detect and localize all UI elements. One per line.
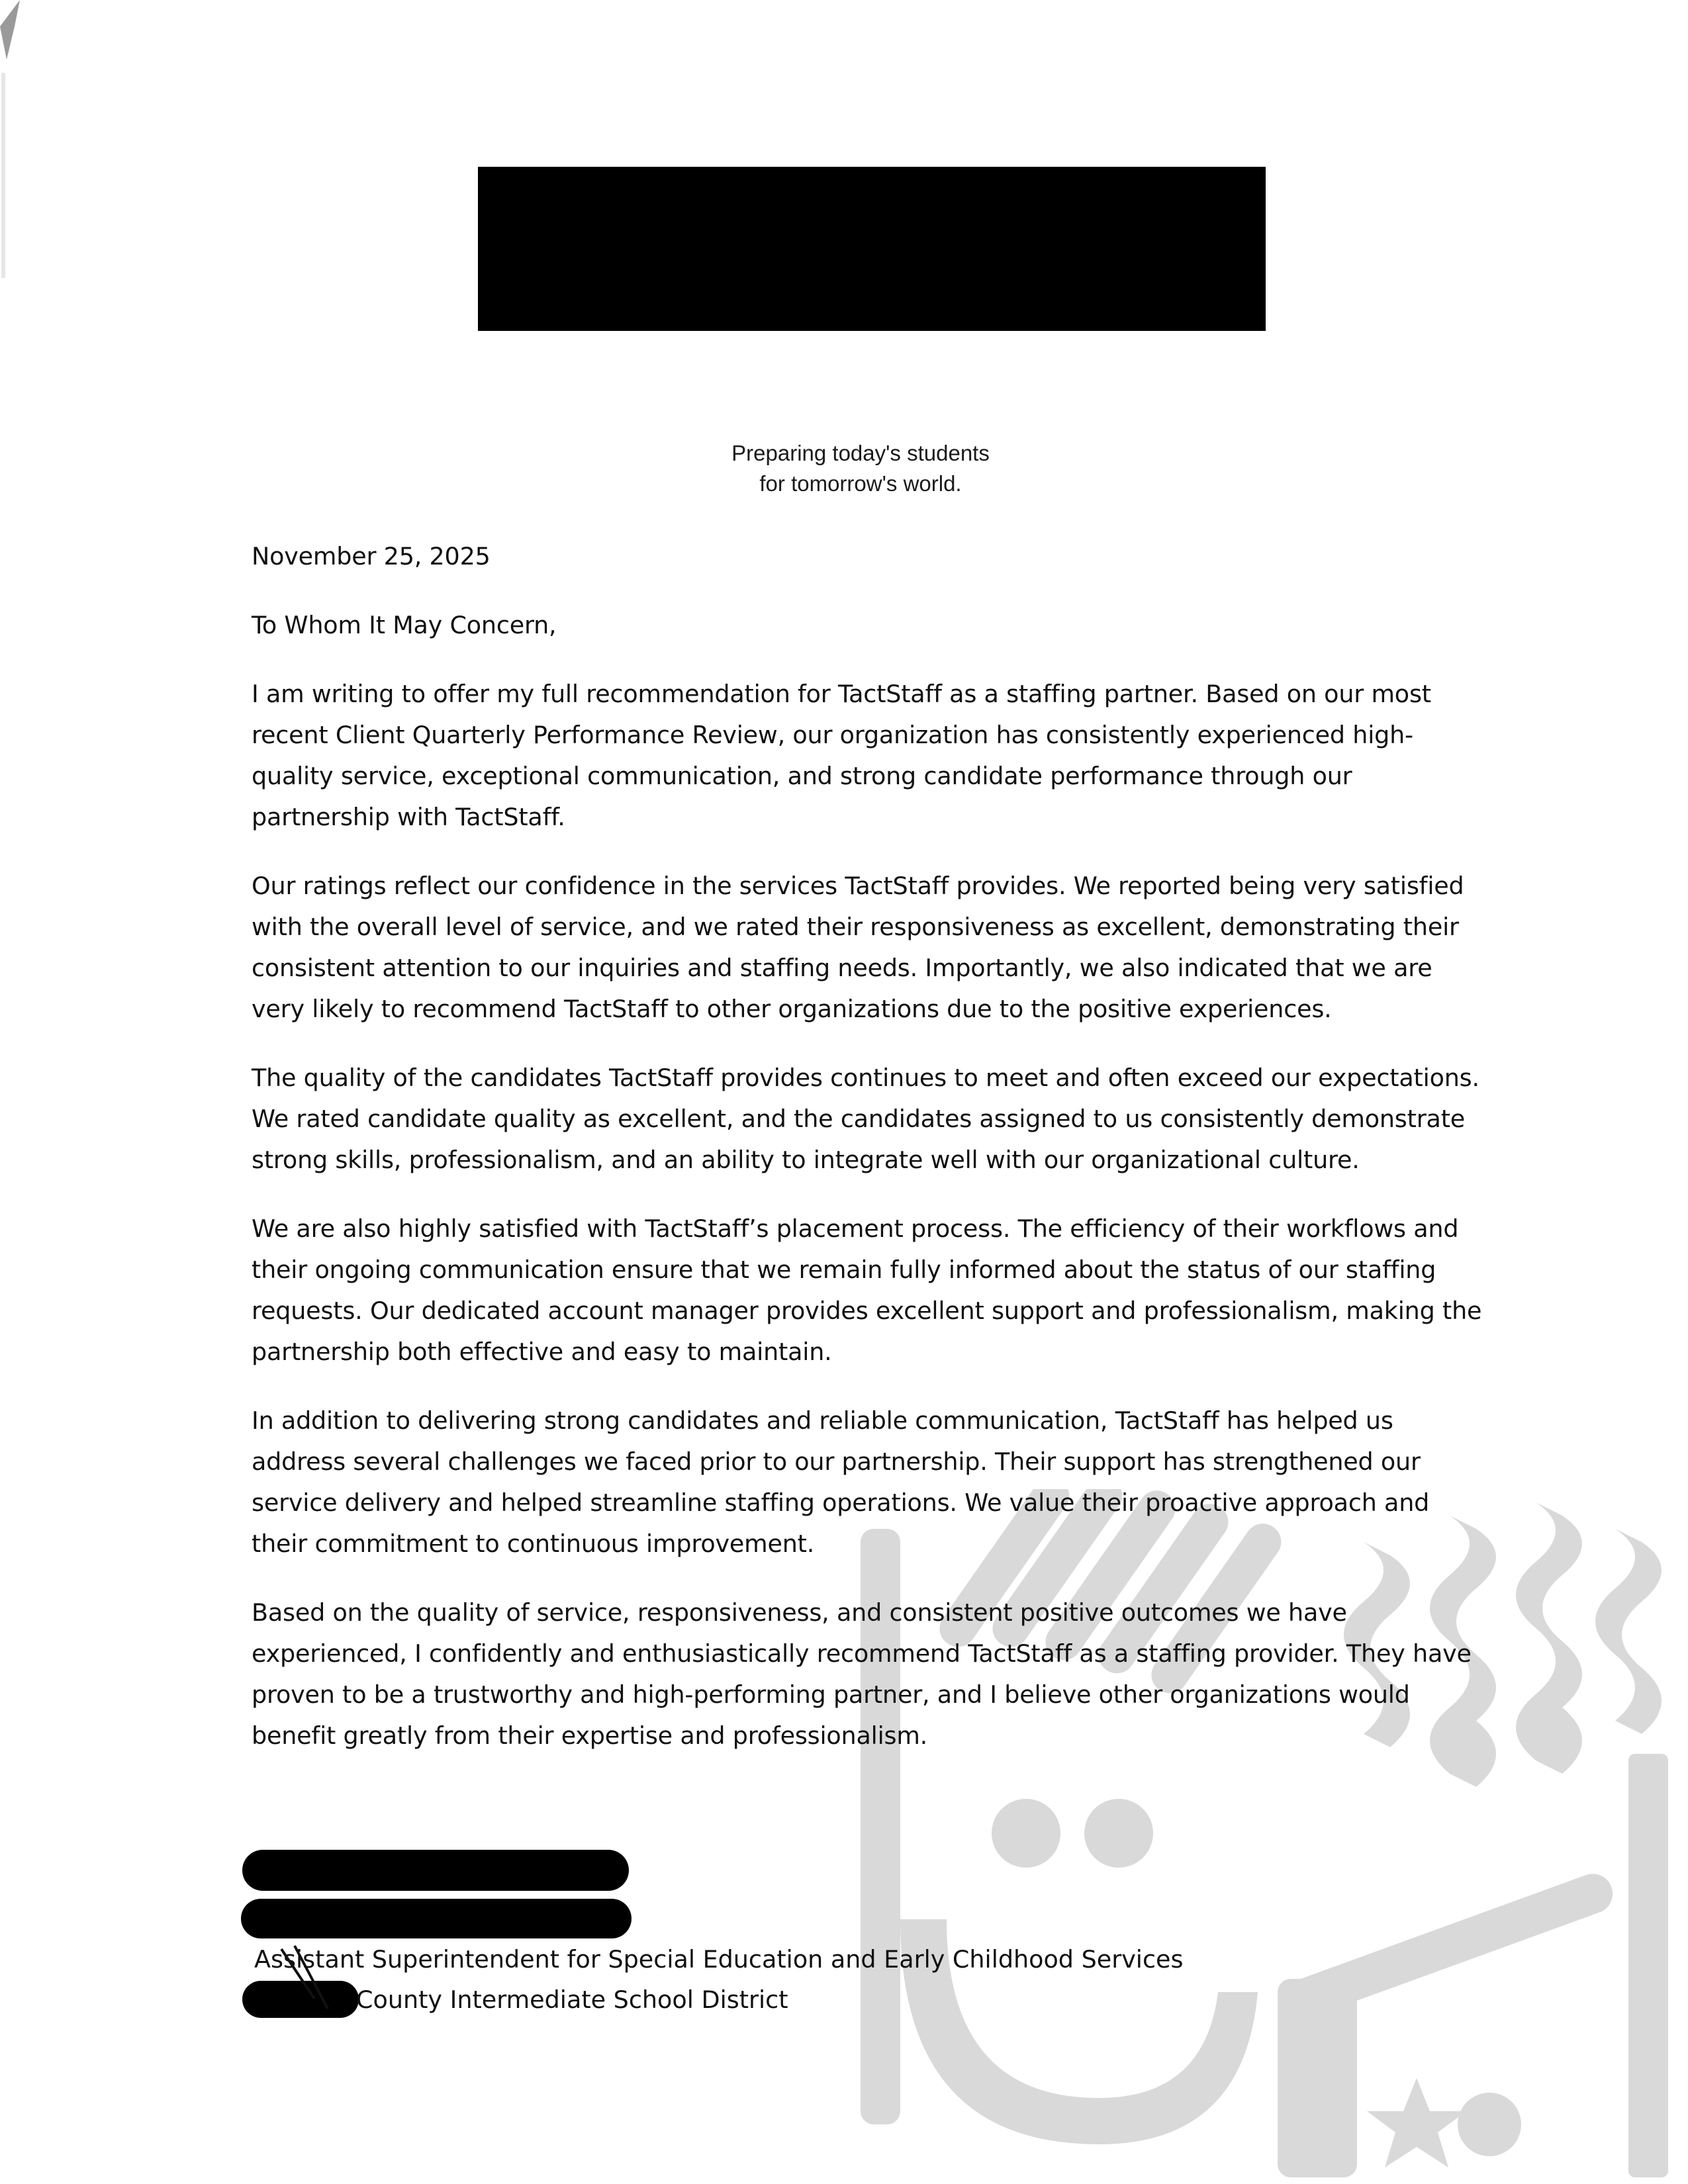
signer-organization: County Intermediate School District <box>356 1985 788 2014</box>
name-redaction <box>241 1899 632 1938</box>
signature-redaction <box>242 1850 629 1891</box>
signature-stroke <box>278 1936 357 2015</box>
paragraph-2: Our ratings reflect our confidence in the services TactStaff provides. We reported being very satisfied with the overall level of service, and we rated their responsiveness as excellent, demonstrating their consistent attention to our inquiries and staffing needs. Importantly, we also indicated that we are very likely to recommend TactStaff to other organizations due to the positive experiences. <box>252 872 1464 1023</box>
district-tagline <box>596 438 1125 499</box>
tagline-line-1: Preparing today's students <box>731 441 990 465</box>
letter-body <box>252 536 1483 1784</box>
paragraph-6: Based on the quality of service, responsiveness, and consistent positive outcomes we have experienced, I confidently and enthusiastically recommend TactStaff as a staffing provider. They have proven to be a trustworthy and high-performing partner, and I believe other organizations would benefit greatly from their expertise and professionalism. <box>252 1598 1472 1750</box>
signature-block <box>238 1843 1364 2028</box>
signer-title: Assistant Superintendent for Special Education and Early Childhood Services <box>254 1945 1184 1974</box>
paragraph-3: The quality of the candidates TactStaff provides continues to meet and often exceed our expectations. We rated candidate quality as excellent, and the candidates assigned to us consistently demonstrate strong skills, professionalism, and an ability to integrate well with our organizational culture. <box>252 1064 1479 1174</box>
paragraph-1: I am writing to offer my full recommendation for TactStaff as a staffing partner. Based on our most recent Client Quarterly Performance Review, our organization has consistently experienced high-quality service, exceptional communication, and strong candidate performance through our partnership with TactStaff. <box>252 680 1431 831</box>
paragraph-5: In addition to delivering strong candidates and reliable communication, TactStaff has helped us address several challenges we faced prior to our partnership. Their support has strengthened our service delivery and helped streamline staffing operations. We value their proactive approach and their commitment to continuous improvement. <box>252 1406 1430 1558</box>
letter-salutation: To Whom It May Concern, <box>252 611 557 639</box>
paragraph-4: We are also highly satisfied with TactStaff’s placement process. The efficiency of their workflows and their ongoing communication ensure that we remain fully informed about the status of our staffing requests. Our dedicated account manager provides excellent support and professionalism, making the partnership both effective and easy to maintain. <box>252 1214 1482 1366</box>
letterhead-redaction <box>478 167 1266 331</box>
scan-artifact <box>0 0 40 285</box>
tagline-line-2: for tomorrow's world. <box>759 471 962 496</box>
letter-date: November 25, 2025 <box>252 542 491 570</box>
